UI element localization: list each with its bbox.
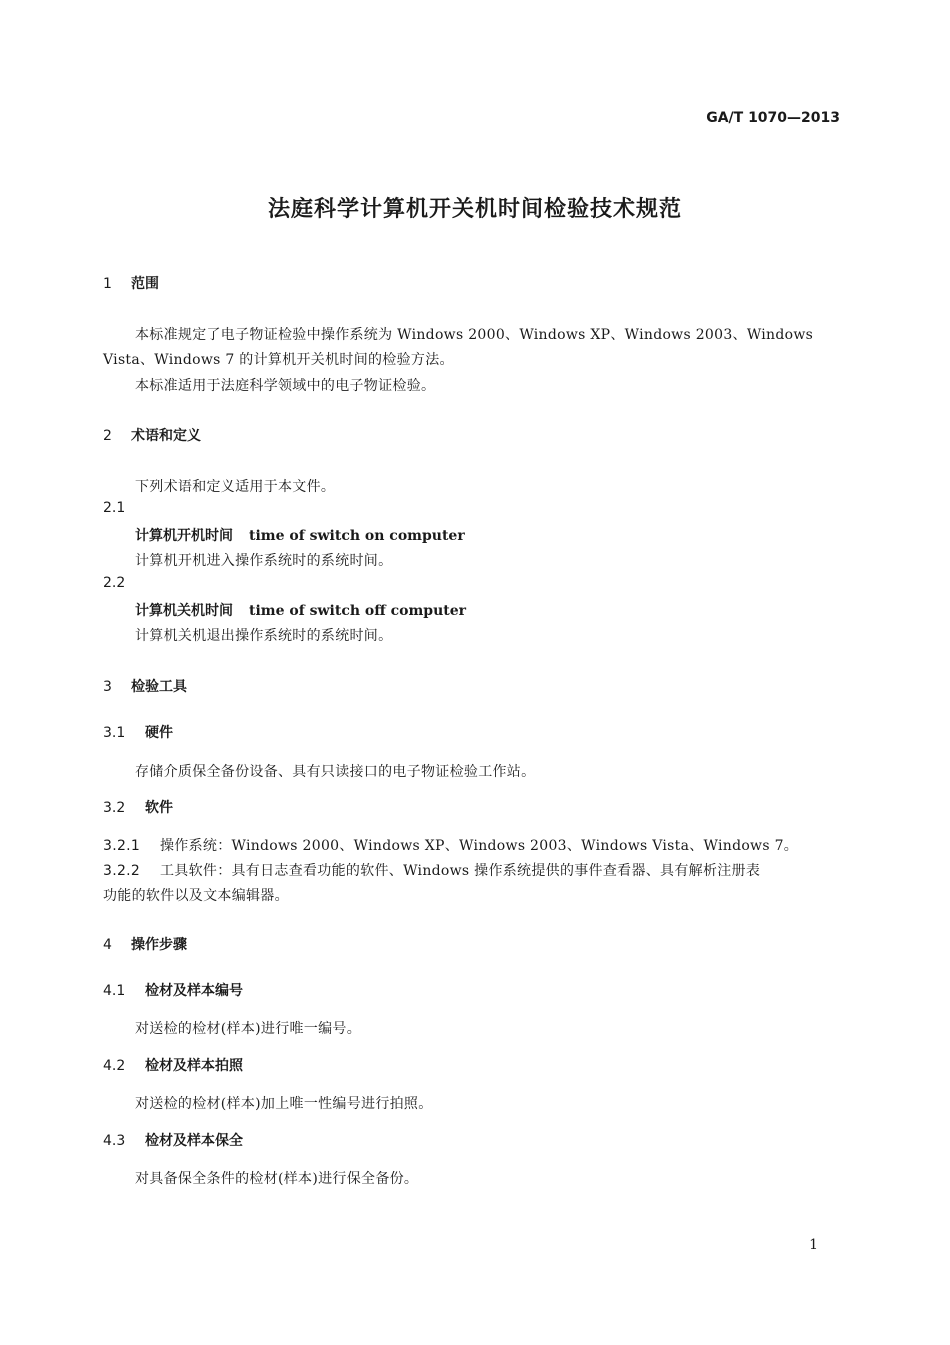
section-1-heading xyxy=(103,273,159,293)
section-number: 3.2 xyxy=(103,800,126,816)
section-title: 检验工具 xyxy=(131,679,187,695)
standard-code: GA/T 1070—2013 xyxy=(706,110,840,126)
section-title: 检材及样本编号 xyxy=(145,983,243,999)
subsection-4-2-heading xyxy=(103,1055,243,1075)
paragraph: 下列术语和定义适用于本文件。 xyxy=(135,479,336,495)
term-en: time of switch off computer xyxy=(249,603,467,619)
paragraph-line: Vista、Windows 7 的计算机开关机时间的检验方法。 xyxy=(103,352,454,368)
term-definition: 计算机关机退出操作系统时的系统时间。 xyxy=(135,628,393,644)
section-title: 硬件 xyxy=(145,725,173,741)
clause-3-2-1 xyxy=(103,835,798,855)
section-3-heading xyxy=(103,676,187,696)
subsection-3-2-heading xyxy=(103,797,173,817)
paragraph: 对具备保全条件的检材(样本)进行保全备份。 xyxy=(135,1171,419,1187)
section-number: 4.2 xyxy=(103,1058,126,1074)
term-entry xyxy=(135,600,466,620)
paragraph: 对送检的检材(样本)进行唯一编号。 xyxy=(135,1021,362,1037)
subsection-3-1-heading xyxy=(103,722,173,742)
clause-number: 2.1 xyxy=(103,500,126,516)
section-number: 2 xyxy=(103,428,112,444)
section-title: 检材及样本拍照 xyxy=(145,1058,243,1074)
clause-3-2-2 xyxy=(103,860,760,880)
clause-text: 操作系统：Windows 2000、Windows XP、Windows 2003、Windows Vista、Windows 7。 xyxy=(160,838,799,854)
term-zh: 计算机开机时间 xyxy=(135,528,233,544)
subsection-4-1-heading xyxy=(103,980,243,1000)
paragraph: 对送检的检材(样本)加上唯一性编号进行拍照。 xyxy=(135,1096,433,1112)
paragraph: 本标准适用于法庭科学领域中的电子物证检验。 xyxy=(135,378,436,394)
subsection-4-3-heading xyxy=(103,1130,243,1150)
clause-number: 2.2 xyxy=(103,575,126,591)
term-en: time of switch on computer xyxy=(249,528,465,544)
section-number: 3 xyxy=(103,679,112,695)
section-4-heading xyxy=(103,934,187,954)
section-number: 4 xyxy=(103,937,112,953)
paragraph-line: 本标准规定了电子物证检验中操作系统为 Windows 2000、Windows XP、Windows 2003、Windows xyxy=(135,327,814,343)
clause-number: 3.2.2 xyxy=(103,863,141,879)
page-title: 法庭科学计算机开关机时间检验技术规范 xyxy=(267,197,682,222)
term-definition: 计算机开机进入操作系统时的系统时间。 xyxy=(135,553,393,569)
section-title: 术语和定义 xyxy=(131,428,201,444)
section-number: 4.3 xyxy=(103,1133,126,1149)
term-zh: 计算机关机时间 xyxy=(135,603,233,619)
section-number: 3.1 xyxy=(103,725,126,741)
paragraph-line: 功能的软件以及文本编辑器。 xyxy=(103,888,289,904)
clause-number: 3.2.1 xyxy=(103,838,141,854)
section-title: 操作步骤 xyxy=(131,937,187,953)
paragraph: 存储介质保全备份设备、具有只读接口的电子物证检验工作站。 xyxy=(135,764,536,780)
page-number: 1 xyxy=(809,1237,818,1253)
section-2-heading xyxy=(103,425,201,445)
section-number: 4.1 xyxy=(103,983,126,999)
clause-text: 工具软件：具有日志查看功能的软件、Windows 操作系统提供的事件查看器、具有解析注册表 xyxy=(160,863,761,879)
term-entry xyxy=(135,525,465,545)
section-title: 检材及样本保全 xyxy=(145,1133,243,1149)
section-title: 软件 xyxy=(145,800,173,816)
section-number: 1 xyxy=(103,276,112,292)
section-title: 范围 xyxy=(131,276,159,292)
